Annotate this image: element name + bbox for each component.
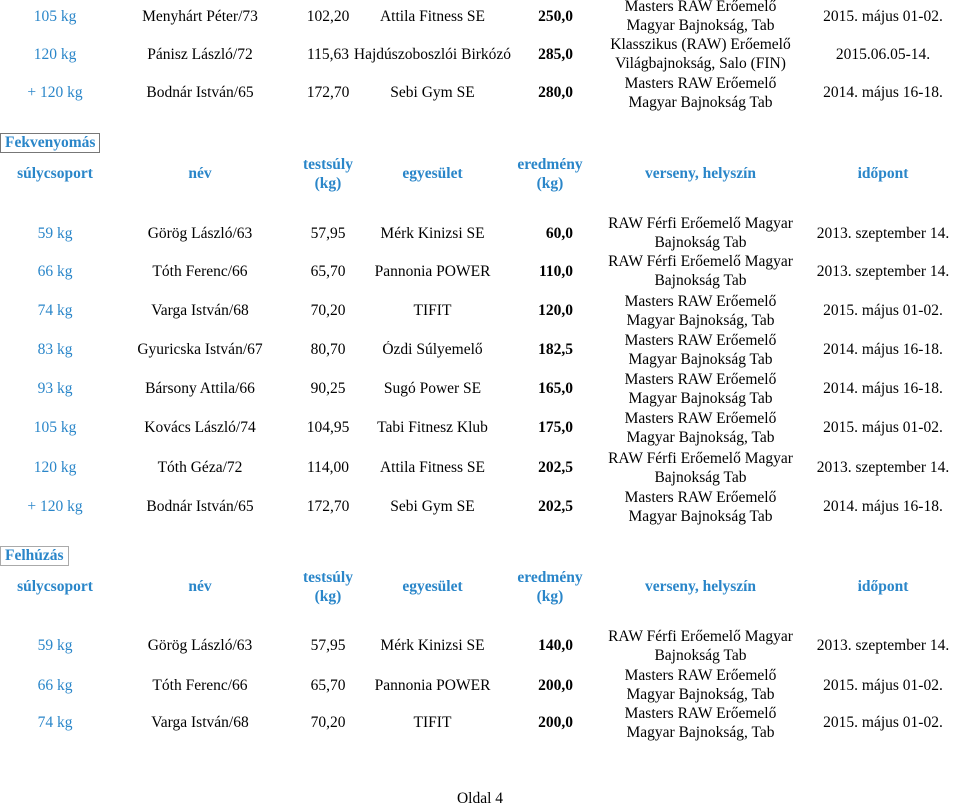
weight-class: 120 kg	[33, 46, 77, 63]
athlete-name: Bodnár István/65	[146, 84, 254, 101]
event-line-2: Magyar Bajnokság Tab	[628, 390, 773, 407]
athlete-name: Tóth Ferenc/66	[152, 677, 248, 694]
event-line-2: Bajnokság Tab	[654, 647, 747, 664]
date: 2013. szeptember 14.	[816, 263, 950, 280]
page-number: Oldal 4	[456, 790, 504, 807]
body-weight: 114,00	[306, 459, 350, 476]
athlete-name: Pánisz László/72	[147, 46, 253, 63]
event-line-2: Bajnokság Tab	[654, 234, 747, 251]
body-weight: 115,63	[306, 46, 350, 63]
club: Mérk Kinizsi SE	[380, 225, 485, 242]
result: 175,0	[538, 419, 573, 436]
athlete-name: Gyuricska István/67	[137, 341, 263, 358]
athlete-name: Görög László/63	[147, 225, 253, 242]
event-line-1: RAW Férfi Erőemelő Magyar	[608, 253, 793, 270]
header-bw-line-2: (kg)	[314, 588, 342, 605]
date: 2013. szeptember 14.	[816, 225, 950, 242]
section-title-bench: Fekvenyomás	[0, 133, 100, 153]
header-date: időpont	[857, 165, 909, 182]
body-weight: 65,70	[310, 263, 346, 280]
event-line-1: RAW Férfi Erőemelő Magyar	[608, 628, 793, 645]
date: 2014. május 16-18.	[823, 498, 943, 515]
event-line-1: Klasszikus (RAW) Erőemelő	[610, 36, 791, 53]
event	[598, 627, 803, 665]
body-weight: 70,20	[310, 302, 346, 319]
event	[598, 0, 803, 35]
result: 200,0	[538, 677, 573, 694]
event-line-1: Masters RAW Erőemelő	[624, 293, 777, 310]
weight-class: 74 kg	[37, 714, 73, 731]
section-title-deadlift: Felhúzás	[0, 546, 69, 566]
club: Tabi Fitnesz Klub	[377, 419, 488, 436]
club: Sebi Gym SE	[390, 84, 475, 101]
event-line-2: Magyar Bajnokság, Tab	[626, 429, 775, 446]
event-line-1: RAW Férfi Erőemelő Magyar	[608, 215, 793, 232]
event	[598, 370, 803, 408]
event	[598, 704, 803, 742]
weight-class: 59 kg	[37, 225, 73, 242]
body-weight: 80,70	[310, 341, 346, 358]
weight-class: 93 kg	[37, 380, 73, 397]
event	[598, 488, 803, 526]
event-line-2: Magyar Bajnokság Tab	[628, 508, 773, 525]
date: 2015. május 01-02.	[823, 419, 943, 436]
club: Sebi Gym SE	[390, 498, 475, 515]
event	[598, 252, 803, 290]
event-line-1: Masters RAW Erőemelő	[624, 489, 777, 506]
header-name: név	[188, 578, 212, 595]
event-line-2: Magyar Bajnokság, Tab	[626, 724, 775, 741]
event-line-1: Masters RAW Erőemelő	[624, 667, 777, 684]
event-line-2: Bajnokság Tab	[654, 469, 747, 486]
club: Hajdúszoboszlói Birkózó	[353, 46, 512, 63]
athlete-name: Varga István/68	[151, 302, 249, 319]
body-weight: 65,70	[310, 677, 346, 694]
club: Ózdi Súlyemelő	[382, 341, 483, 358]
weight-class: 105 kg	[33, 8, 77, 25]
result: 60,0	[545, 225, 573, 242]
header-result-line-1: eredmény	[517, 156, 583, 173]
body-weight: 104,95	[306, 419, 350, 436]
date: 2014. május 16-18.	[823, 84, 943, 101]
event-line-1: Masters RAW Erőemelő	[624, 705, 777, 722]
weight-class: 66 kg	[37, 677, 73, 694]
club: Pannonia POWER	[374, 263, 491, 280]
athlete-name: Varga István/68	[151, 714, 249, 731]
athlete-name: Kovács László/74	[144, 419, 256, 436]
event-line-2: Magyar Bajnokság Tab	[628, 94, 773, 111]
body-weight: 57,95	[310, 225, 346, 242]
club: Attila Fitness SE	[379, 8, 486, 25]
result: 165,0	[538, 380, 573, 397]
header-name: név	[188, 165, 212, 182]
club: Sugó Power SE	[383, 380, 482, 397]
header-weight-class: súlycsoport	[17, 165, 93, 182]
event	[598, 331, 803, 369]
date: 2014. május 16-18.	[823, 380, 943, 397]
body-weight: 172,70	[306, 84, 350, 101]
result: 200,0	[538, 714, 573, 731]
weight-class: 74 kg	[37, 302, 73, 319]
event-line-1: Masters RAW Erőemelő	[624, 410, 777, 427]
header-bw-line-1: testsúly	[303, 156, 353, 173]
result: 110,0	[538, 263, 573, 280]
weight-class: 120 kg	[33, 459, 77, 476]
date: 2013. szeptember 14.	[816, 459, 950, 476]
date: 2015. május 01-02.	[823, 677, 943, 694]
weight-class: + 120 kg	[27, 84, 83, 101]
date: 2015. május 01-02.	[823, 302, 943, 319]
result: 202,5	[538, 498, 573, 515]
result: 140,0	[538, 637, 573, 654]
header-result	[505, 155, 595, 193]
athlete-name: Menyhárt Péter/73	[142, 8, 258, 25]
event	[598, 292, 803, 330]
event-line-2: Világbajnokság, Salo (FIN)	[615, 55, 786, 72]
event-line-2: Magyar Bajnokság Tab	[628, 351, 773, 368]
header-club: egyesület	[402, 578, 463, 595]
date: 2013. szeptember 14.	[816, 637, 950, 654]
event-line-2: Bajnokság Tab	[654, 272, 747, 289]
event-line-1: Masters RAW Erőemelő	[624, 371, 777, 388]
weight-class: 59 kg	[37, 637, 73, 654]
club: TIFIT	[413, 302, 452, 319]
date: 2014. május 16-18.	[823, 341, 943, 358]
weight-class: + 120 kg	[27, 498, 83, 515]
event-line-1: Masters RAW Erőemelő	[624, 332, 777, 349]
event-line-1: Masters RAW Erőemelő	[624, 75, 777, 92]
weight-class: 105 kg	[33, 419, 77, 436]
event	[598, 74, 803, 112]
header-bw-line-2: (kg)	[314, 175, 342, 192]
date: 2015.06.05-14.	[835, 46, 931, 63]
weight-class: 83 kg	[37, 341, 73, 358]
date: 2015. május 01-02.	[823, 714, 943, 731]
header-bw-line-1: testsúly	[303, 569, 353, 586]
body-weight: 57,95	[310, 637, 346, 654]
body-weight: 90,25	[310, 380, 346, 397]
header-result	[505, 568, 595, 606]
result: 250,0	[538, 8, 573, 25]
event-line-1: RAW Férfi Erőemelő Magyar	[608, 450, 793, 467]
club: TIFIT	[413, 714, 452, 731]
body-weight: 172,70	[306, 498, 350, 515]
header-date: időpont	[857, 578, 909, 595]
event	[598, 666, 803, 704]
event-line-2: Magyar Bajnokság, Tab	[626, 686, 775, 703]
event-line-2: Magyar Bajnokság, Tab	[626, 312, 775, 329]
result: 120,0	[538, 302, 573, 319]
header-result-line-1: eredmény	[517, 569, 583, 586]
body-weight: 70,20	[310, 714, 346, 731]
athlete-name: Görög László/63	[147, 637, 253, 654]
header-result-line-2: (kg)	[536, 588, 564, 605]
result: 202,5	[538, 459, 573, 476]
athlete-name: Bodnár István/65	[146, 498, 254, 515]
body-weight: 102,20	[306, 8, 350, 25]
club: Pannonia POWER	[374, 677, 491, 694]
header-event: verseny, helyszín	[644, 578, 757, 595]
event	[598, 35, 803, 73]
result: 280,0	[538, 84, 573, 101]
date: 2015. május 01-02.	[823, 8, 943, 25]
result: 182,5	[538, 341, 573, 358]
header-club: egyesület	[402, 165, 463, 182]
athlete-name: Bársony Attila/66	[145, 380, 255, 397]
header-weight-class: súlycsoport	[17, 578, 93, 595]
event	[598, 409, 803, 447]
result: 285,0	[538, 46, 573, 63]
event-line-2: Magyar Bajnokság, Tab	[626, 17, 775, 34]
header-event: verseny, helyszín	[644, 165, 757, 182]
event-line-1: Masters RAW Erőemelő	[624, 0, 777, 15]
athlete-name: Tóth Géza/72	[157, 459, 243, 476]
club: Attila Fitness SE	[379, 459, 486, 476]
event	[598, 449, 803, 487]
weight-class: 66 kg	[37, 263, 73, 280]
club: Mérk Kinizsi SE	[380, 637, 485, 654]
header-result-line-2: (kg)	[536, 175, 564, 192]
athlete-name: Tóth Ferenc/66	[152, 263, 248, 280]
event	[598, 214, 803, 252]
